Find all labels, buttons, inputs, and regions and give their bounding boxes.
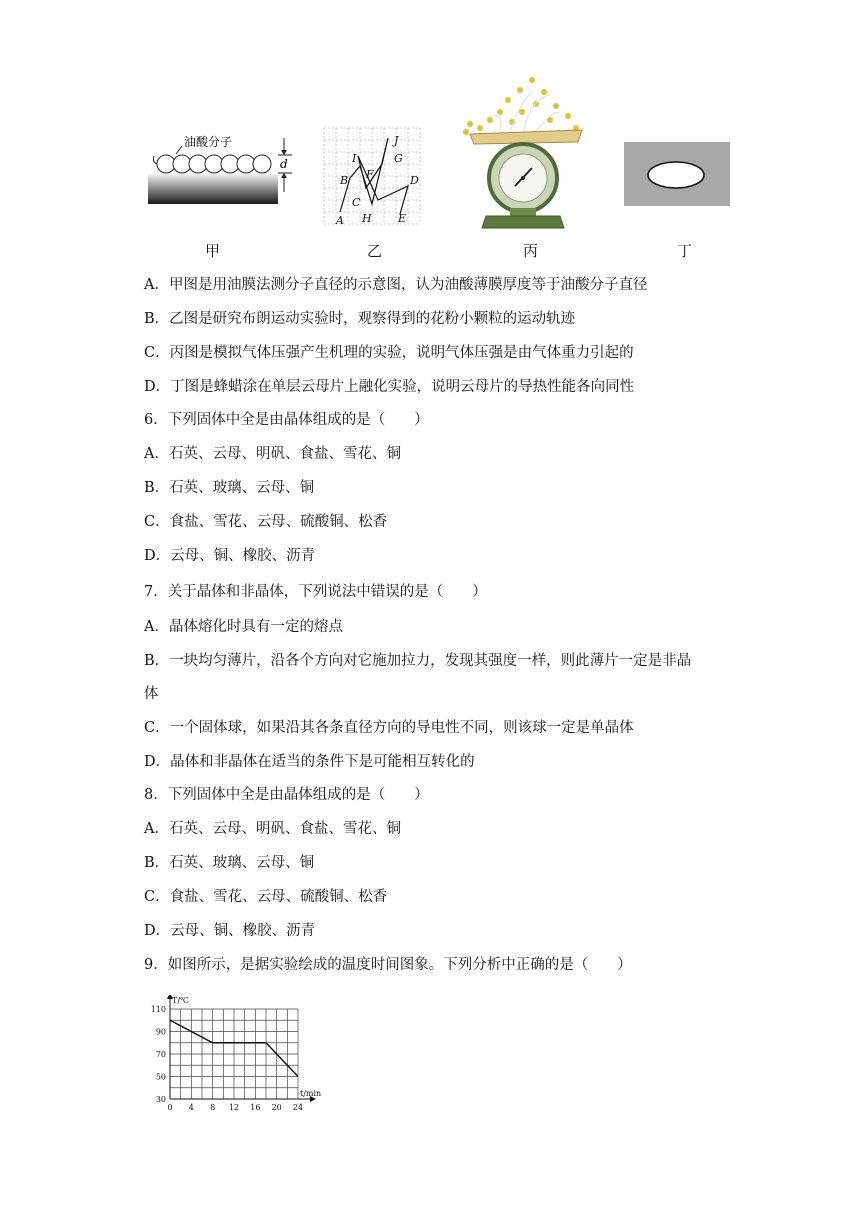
- q9-stem: 9．如图所示，是据实验绘成的温度时间图象。下列分析中正确的是（ ）: [144, 957, 632, 973]
- q5-option-a: A．甲图是用油膜法测分子直径的示意图，认为油酸薄膜厚度等于油酸分子直径: [144, 277, 648, 293]
- d-label: d: [280, 157, 288, 171]
- q6-option-b: B．石英、玻璃、云母、铜: [144, 480, 315, 496]
- svg-text:B: B: [340, 174, 349, 187]
- x-tick-label: 4: [188, 1103, 194, 1112]
- q5-option-d: D．丁图是蜂蜡涂在单层云母片上融化实验，说明云母片的导热性能各向同性: [144, 379, 635, 395]
- q8-option-a: A．石英、云母、明矾、食盐、雪花、铜: [144, 821, 401, 837]
- molecule-label: 油酸分子: [184, 135, 233, 149]
- y-tick-label: 90: [155, 1027, 166, 1037]
- svg-text:D: D: [410, 174, 419, 187]
- q8-stem: 8．下列固体中全是由晶体组成的是（ ）: [144, 787, 429, 803]
- y-axis-label: T/℃: [172, 996, 189, 1005]
- y-tick-label: 30: [155, 1095, 166, 1104]
- y-tick-label: 110: [150, 1005, 166, 1014]
- q7-option-b-cont: 体: [144, 686, 159, 702]
- svg-text:A: A: [336, 214, 344, 226]
- q9-temperature-chart: [140, 995, 330, 1115]
- caption-jia: 甲: [205, 242, 221, 260]
- x-tick-label: 20: [271, 1103, 282, 1112]
- q8-option-d: D．云母、铜、橡胶、沥青: [144, 923, 316, 939]
- svg-text:F: F: [366, 168, 374, 181]
- svg-text:H: H: [362, 212, 372, 225]
- q6-option-c: C．食盐、雪花、云母、硫酸铜、松香: [144, 514, 388, 530]
- y-tick-label: 70: [155, 1050, 166, 1059]
- svg-text:J: J: [394, 134, 399, 147]
- figure-jia: [146, 132, 296, 206]
- q7-option-c: C．一个固体球，如果沿其各条直径方向的导电性不同，则该球一定是单晶体: [144, 720, 634, 736]
- svg-text:G: G: [394, 152, 403, 165]
- q6-option-a: A．石英、云母、明矾、食盐、雪花、铜: [144, 446, 401, 462]
- q7-stem: 7．关于晶体和非晶体，下列说法中错误的是（ ）: [144, 584, 487, 600]
- q7-option-a: A．晶体熔化时具有一定的熔点: [144, 619, 343, 635]
- q5-option-b: B．乙图是研究布朗运动实验时，观察得到的花粉小颗粒的运动轨迹: [144, 311, 576, 327]
- caption-ding: 丁: [677, 242, 693, 260]
- q6-option-d: D．云母、铜、橡胶、沥青: [144, 548, 316, 564]
- x-tick-label: 0: [167, 1103, 173, 1112]
- q8-option-c: C．食盐、雪花、云母、硫酸铜、松香: [144, 889, 388, 905]
- q7-option-d: D．晶体和非晶体在适当的条件下是可能相互转化的: [144, 754, 475, 770]
- q8-option-b: B．石英、玻璃、云母、铜: [144, 855, 315, 871]
- figure-yi: [322, 126, 422, 226]
- svg-text:C: C: [352, 196, 361, 209]
- caption-bing: 丙: [523, 242, 539, 260]
- x-tick-label: 16: [250, 1103, 261, 1112]
- svg-text:I: I: [352, 152, 357, 165]
- caption-yi: 乙: [367, 242, 383, 260]
- svg-text:E: E: [398, 212, 407, 225]
- x-tick-label: 8: [210, 1103, 216, 1112]
- figure-ding: [624, 142, 730, 206]
- q5-option-c: C．丙图是模拟气体压强产生机理的实验，说明气体压强是由气体重力引起的: [144, 345, 634, 361]
- q6-stem: 6．下列固体中全是由晶体组成的是（ ）: [144, 412, 429, 428]
- x-axis-label: t/min: [300, 1089, 322, 1098]
- x-tick-label: 12: [228, 1103, 240, 1112]
- y-tick-label: 50: [155, 1072, 166, 1082]
- q7-option-b: B．一块均匀薄片，沿各个方向对它施加拉力，发现其强度一样，则此薄片一定是非晶: [144, 653, 692, 669]
- x-tick-label: 24: [292, 1103, 304, 1112]
- figure-bing: [460, 72, 586, 230]
